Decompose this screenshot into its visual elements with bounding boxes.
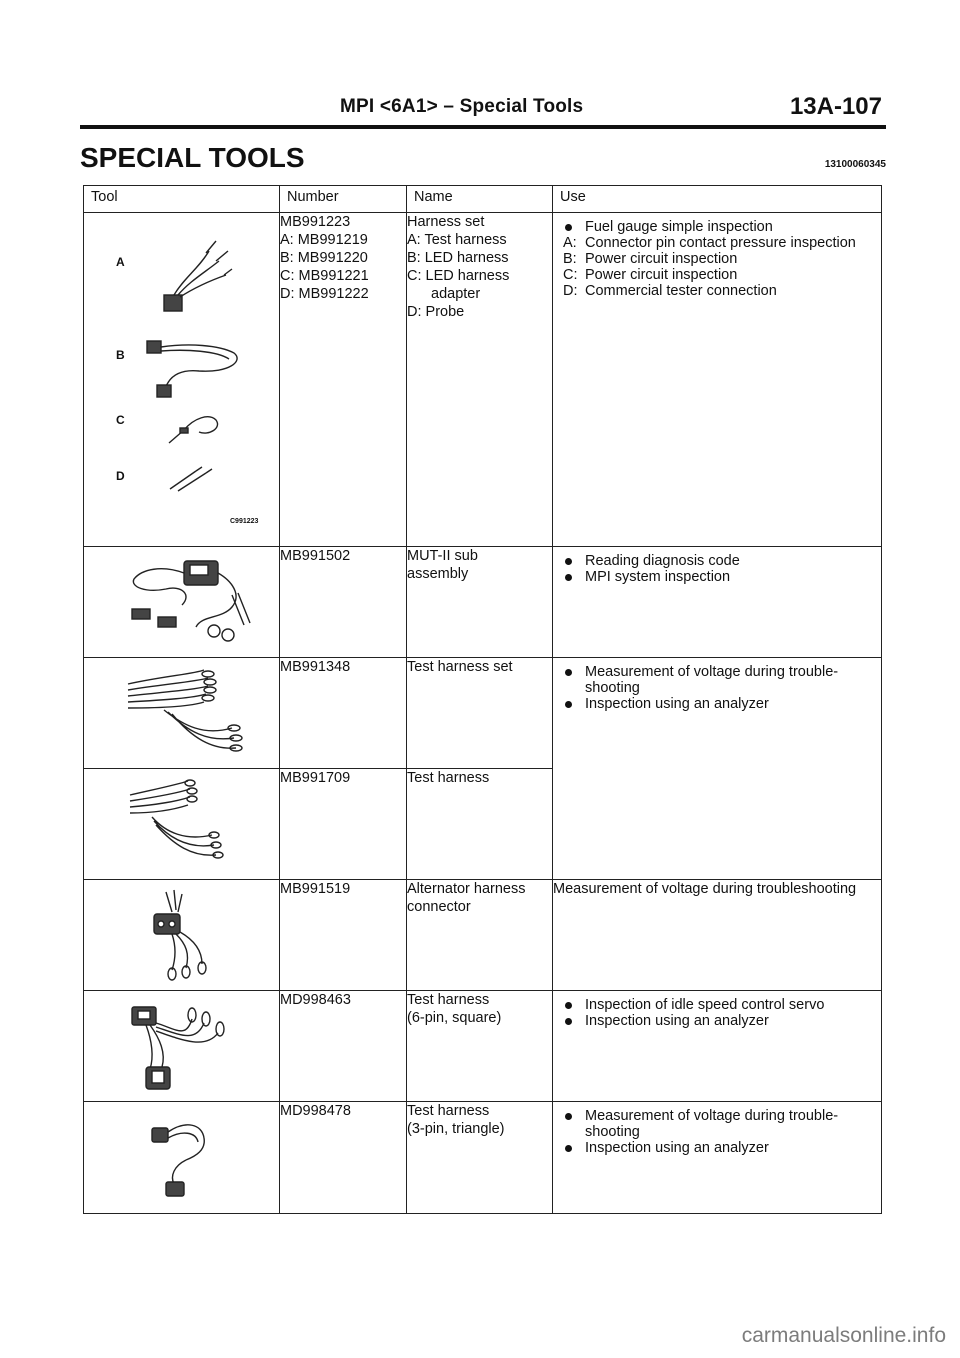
section-title: SPECIAL TOOLS <box>80 142 305 173</box>
use-text: Inspection using an analyzer <box>585 1140 769 1156</box>
use-text: Inspection using an analyzer <box>585 696 769 712</box>
tool-drawing-cell <box>84 991 280 1102</box>
number-cell <box>280 991 407 1102</box>
use-item <box>563 251 877 267</box>
probe-drawing <box>166 463 216 493</box>
number-cell <box>280 213 407 547</box>
number-cell <box>280 880 407 991</box>
name-cell <box>407 213 553 547</box>
number-cell <box>280 547 407 658</box>
bullet-marker <box>565 701 572 708</box>
name-line: adapter <box>431 286 481 302</box>
use-text: Power circuit inspection <box>585 267 738 283</box>
table-row <box>84 213 882 547</box>
tool-letter-c: C <box>116 413 125 427</box>
bullet-marker <box>565 1018 572 1025</box>
table-row <box>84 1102 882 1214</box>
tool-drawing-cell <box>84 1102 280 1214</box>
mut-ii-sub-assembly-drawing <box>122 555 252 650</box>
use-text: Inspection using an analyzer <box>585 1013 769 1029</box>
name-line: D: Probe <box>407 304 465 320</box>
name-line: (3-pin, triangle) <box>407 1121 505 1137</box>
number-line: MB991709 <box>280 770 351 786</box>
name-line: Harness set <box>407 214 485 230</box>
six-pin-test-harness-drawing <box>126 999 236 1094</box>
use-item <box>563 664 877 696</box>
name-cell <box>407 1102 553 1214</box>
use-cell <box>553 1102 882 1214</box>
test-harness-set-drawing <box>124 666 244 761</box>
use-marker: A: <box>563 235 577 251</box>
name-line: Alternator harness <box>407 881 526 897</box>
number-cell <box>280 769 407 880</box>
name-line: MUT-II sub <box>407 548 478 564</box>
use-marker: B: <box>563 251 577 267</box>
use-item <box>563 235 877 251</box>
column-header-number: Number <box>280 186 407 213</box>
tool-drawing-cell <box>84 880 280 991</box>
use-item <box>563 696 877 712</box>
use-text: Measurement of voltage during troubleshooting <box>553 881 857 897</box>
use-item <box>563 1108 877 1140</box>
tool-letter-a: A <box>116 255 125 269</box>
table-row <box>84 547 882 658</box>
bullet-marker <box>565 1113 572 1120</box>
name-line: Test harness set <box>407 659 513 675</box>
name-line: B: LED harness <box>407 250 509 266</box>
column-header-use: Use <box>553 186 882 213</box>
tool-letter-b: B <box>116 348 125 362</box>
use-cell <box>553 880 882 991</box>
name-cell <box>407 880 553 991</box>
use-item <box>563 283 877 299</box>
table-row <box>84 880 882 991</box>
name-line: Test harness <box>407 992 490 1008</box>
table-header-row <box>84 186 882 213</box>
bullet-marker <box>565 669 572 676</box>
use-item <box>563 997 877 1013</box>
document-code: 13100060345 <box>824 159 886 170</box>
number-line: B: MB991220 <box>280 250 368 266</box>
use-item <box>563 1013 877 1029</box>
bullet-marker <box>565 574 572 581</box>
name-line: assembly <box>407 566 469 582</box>
use-item <box>563 553 877 569</box>
use-item <box>563 267 877 283</box>
use-cell <box>553 547 882 658</box>
use-cell <box>553 658 882 880</box>
number-line: C: MB991221 <box>280 268 369 284</box>
use-text: MPI system inspection <box>585 569 731 585</box>
column-header-name: Name <box>407 186 553 213</box>
header-title: MPI <6A1> – Special Tools <box>340 96 584 117</box>
use-list <box>553 1102 881 1162</box>
name-line: C: LED harness <box>407 268 510 284</box>
number-line: A: MB991219 <box>280 232 368 248</box>
use-marker: C: <box>563 267 578 283</box>
three-pin-test-harness-drawing <box>146 1110 226 1205</box>
number-line: MB991223 <box>280 214 351 230</box>
use-list <box>553 213 881 305</box>
use-cell <box>553 991 882 1102</box>
header-rule <box>80 125 886 129</box>
use-list <box>553 991 881 1035</box>
use-item <box>563 569 877 585</box>
bullet-marker <box>565 1002 572 1009</box>
use-marker: D: <box>563 283 578 299</box>
use-text: Measurement of voltage during trouble-shooting <box>585 1108 839 1140</box>
led-harness-adapter-drawing <box>164 408 224 448</box>
number-line: D: MB991222 <box>280 286 369 302</box>
tool-drawing-cell <box>84 547 280 658</box>
page-number: 13A-107 <box>789 93 882 120</box>
table-row <box>84 658 882 769</box>
tool-drawing-cell <box>84 213 280 547</box>
alternator-harness-connector-drawing <box>146 888 226 983</box>
use-text: Reading diagnosis code <box>585 553 740 569</box>
name-cell <box>407 991 553 1102</box>
number-line: MD998478 <box>280 1103 351 1119</box>
use-text: Connector pin contact pressure inspection <box>585 235 856 251</box>
test-harness-drawing <box>126 777 236 872</box>
bullet-marker <box>565 1145 572 1152</box>
number-cell <box>280 1102 407 1214</box>
use-text: Inspection of idle speed control servo <box>585 997 825 1013</box>
tool-drawing-cell <box>84 658 280 769</box>
watermark: carmanualsonline.info <box>741 1324 946 1347</box>
use-text: Measurement of voltage during trouble-shooting <box>585 664 839 696</box>
bullet-marker <box>565 558 572 565</box>
bullet-marker <box>565 224 572 231</box>
use-list <box>553 658 881 718</box>
name-line: connector <box>407 899 471 915</box>
use-item <box>563 1140 877 1156</box>
use-item <box>563 219 877 235</box>
drawing-label: C991223 <box>230 518 259 525</box>
column-header-tool: Tool <box>84 186 280 213</box>
number-cell <box>280 658 407 769</box>
number-line: MB991502 <box>280 548 351 564</box>
use-text: Commercial tester connection <box>585 283 777 299</box>
name-cell <box>407 769 553 880</box>
use-text: Fuel gauge simple inspection <box>585 219 773 235</box>
name-line: A: Test harness <box>407 232 507 248</box>
special-tools-table <box>83 185 882 1214</box>
tool-letter-d: D <box>116 469 125 483</box>
led-harness-drawing <box>139 333 249 403</box>
name-line: Test harness <box>407 770 490 786</box>
number-line: MB991519 <box>280 881 351 897</box>
use-cell <box>553 213 882 547</box>
name-cell <box>407 547 553 658</box>
number-line: MB991348 <box>280 659 351 675</box>
name-line: Test harness <box>407 1103 490 1119</box>
number-line: MD998463 <box>280 992 351 1008</box>
tool-drawing-cell <box>84 769 280 880</box>
table-row <box>84 991 882 1102</box>
test-harness-drawing <box>154 233 234 333</box>
name-line: (6-pin, square) <box>407 1010 502 1026</box>
use-text: Power circuit inspection <box>585 251 738 267</box>
use-list <box>553 547 881 591</box>
name-cell <box>407 658 553 769</box>
